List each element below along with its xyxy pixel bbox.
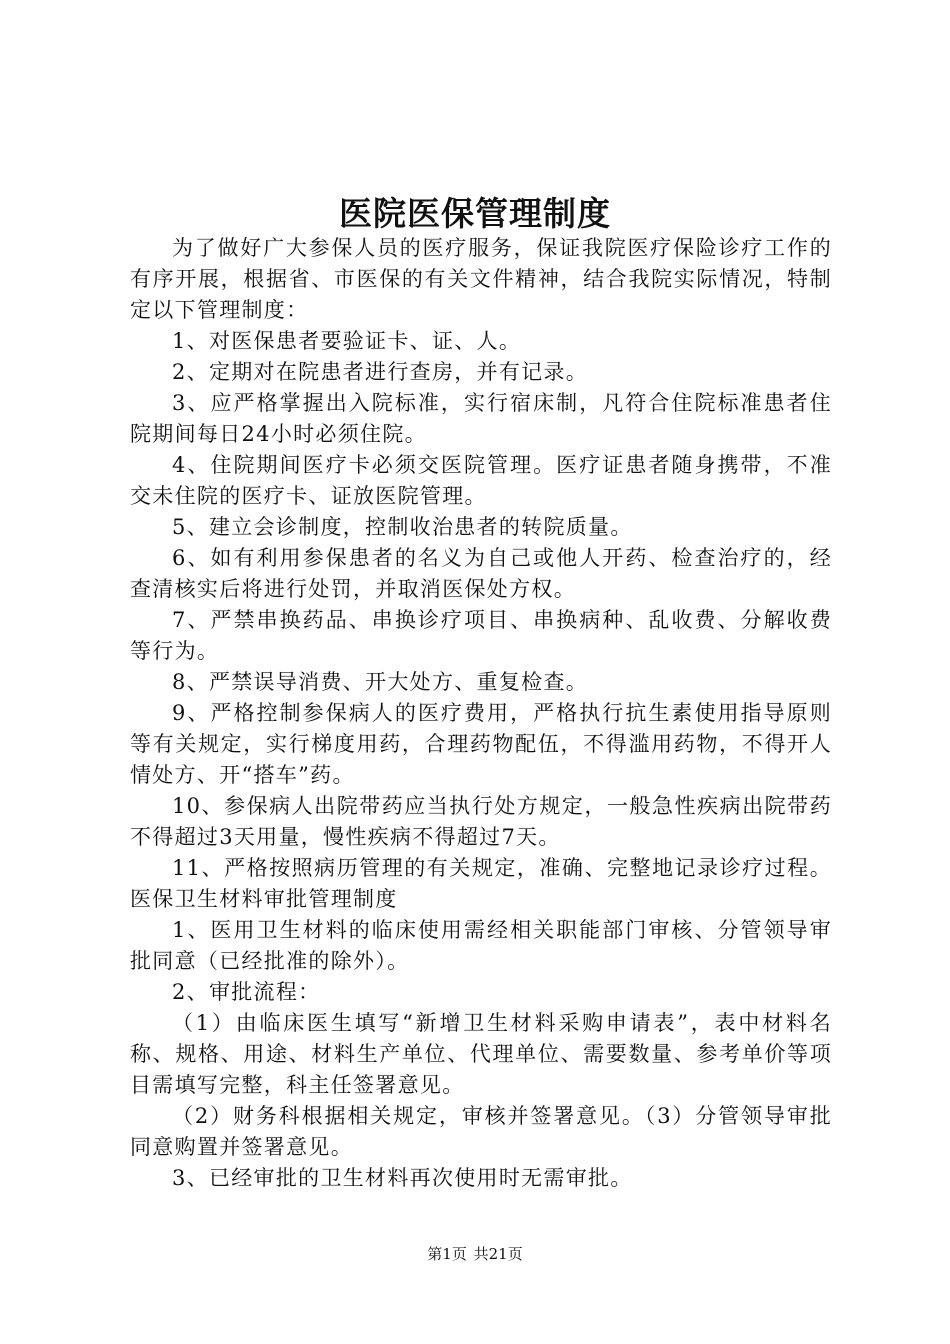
- paragraph: 3、已经审批的卫生材料再次使用时无需审批。: [172, 1166, 633, 1190]
- paragraph: 1、对医保患者要验证卡、证、人。: [172, 329, 522, 353]
- paragraph: 3、应严格掌握出入院标准，实行宿床制，凡符合住院标准患者住院期间每日24小时必须住院。: [130, 391, 832, 446]
- paragraph: 2、定期对在院患者进行查房，并有记录。: [172, 360, 589, 384]
- paragraph: 6、如有利用参保患者的名义为自己或他人开药、检查治疗的，经查清核实后将进行处罚，并取消医保处方权。: [130, 546, 832, 601]
- paragraph: （1）由临床医生填写“新增卫生材料采购申请表”，表中材料名称、规格、用途、材料生产单位、代理单位、需要数量、参考单价等项目需填写完整，科主任签署意见。: [130, 1011, 832, 1097]
- paragraph: （2）财务科根据相关规定，审核并签署意见。（3）分管领导审批同意购置并签署意见。: [130, 1104, 832, 1159]
- page-footer: [0, 1243, 950, 1264]
- paragraph: 11、严格按照病历管理的有关规定，准确、完整地记录诊疗过程。医保卫生材料审批管理制度: [130, 856, 832, 911]
- paragraph: 为了做好广大参保人员的医疗服务，保证我院医疗保险诊疗工作的有序开展，根据省、市医保的有关文件精神，结合我院实际情况，特制定以下管理制度：: [130, 236, 832, 322]
- paragraph: 5、建立会诊制度，控制收治患者的转院质量。: [172, 515, 633, 539]
- paragraph: 7、严禁串换药品、串换诊疗项目、串换病种、乱收费、分解收费等行为。: [130, 608, 832, 663]
- paragraph: 2、审批流程：: [172, 980, 321, 1004]
- paragraph: 10、参保病人出院带药应当执行处方规定，一般急性疾病出院带药不得超过3天用量，慢性疾病不得超过7天。: [130, 794, 832, 849]
- document-body: [130, 233, 832, 1194]
- page-number: 第1页: [427, 1245, 467, 1263]
- paragraph: 8、严禁误导消费、开大处方、重复检查。: [172, 670, 589, 694]
- page-total: 共21页: [473, 1245, 523, 1263]
- document-title: 医院医保管理制度: [339, 194, 611, 233]
- paragraph: 9、严格控制参保病人的医疗费用，严格执行抗生素使用指导原则等有关规定，实行梯度用药，合理药物配伍，不得滥用药物，不得开人情处方、开“搭车”药。: [130, 701, 832, 787]
- paragraph: 4、住院期间医疗卡必须交医院管理。医疗证患者随身携带，不准交未住院的医疗卡、证放医院管理。: [130, 453, 832, 508]
- paragraph: 1、医用卫生材料的临床使用需经相关职能部门审核、分管领导审批同意（已经批准的除外）。: [130, 918, 832, 973]
